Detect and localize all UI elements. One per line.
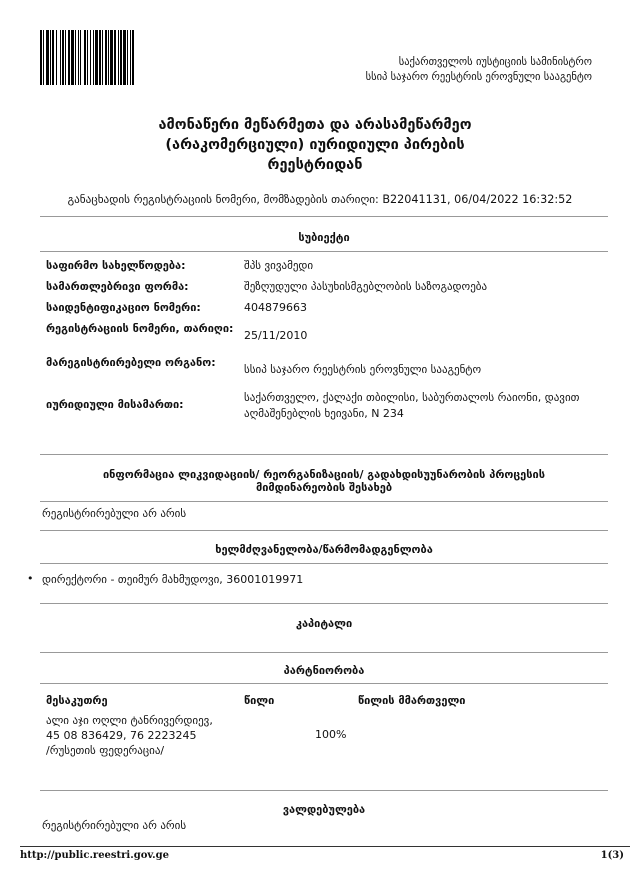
share-manager-column-header: წილის მმართველი [358, 694, 466, 707]
divider [40, 454, 608, 455]
title-line-3: რეესტრიდან [267, 157, 363, 173]
registry-url[interactable]: http://public.reestri.gov.ge [20, 850, 170, 861]
management-heading: ხელმძღვანელობა/წარმომადგენლობა [215, 543, 433, 556]
id-number-value: 404879663 [244, 301, 307, 314]
company-name-value: შპს ვივამედი [244, 259, 314, 272]
registration-label: რეგისტრაციის ნომერი, თარიღი: [46, 322, 234, 335]
divider [40, 530, 608, 531]
registering-body-value: სსიპ საჯარო რეესტრის ეროვნული სააგენტო [244, 363, 482, 376]
subject-heading: სუბიექტი [298, 231, 350, 244]
bullet-icon: • [27, 572, 34, 585]
divider [40, 216, 608, 217]
title-line-2: (არაკომერციული) იურიდიული პირების [165, 137, 465, 153]
liquidation-heading-line-1: ინფორმაცია ლიკვიდაციის/ რეორგანიზაციის/ გადახდისუუნარობის პროცესის [102, 468, 545, 481]
capital-heading: კაპიტალი [295, 617, 353, 630]
title-line-1: ამონაწერი მეწარმეთა და არასამეწარმეო [158, 117, 472, 133]
director-item: დირექტორი - თეიმურ მახმუდოვი, 36001019971 [42, 573, 304, 586]
obligation-status: რეგისტრირებული არ არის [42, 819, 187, 832]
legal-address-label: იურიდიული მისამართი: [46, 398, 184, 411]
application-info: განაცხადის რეგისტრაციის ნომერი, მომზადების თარიღი: B22041131, 06/04/2022 16:32:52 [67, 193, 573, 206]
footer-divider [20, 846, 630, 847]
partnership-heading: პარტნიორობა [283, 664, 365, 677]
owner-share: 100% [315, 728, 347, 741]
divider [40, 790, 608, 791]
registering-body-label: მარეგისტრირებელი ორგანო: [46, 356, 216, 369]
ministry-name: საქართველოს იუსტიციის სამინისტრო [398, 56, 592, 68]
owner-column-header: მესაკუთრე [46, 694, 108, 707]
page-number: 1(3) [600, 850, 624, 861]
company-name-label: საფირმო სახელწოდება: [46, 259, 186, 272]
legal-address-value: საქართველო, ქალაქი თბილისი, საბურთალოს რაიონი, დავით აღმაშენებლის ხეივანი, N 234 [244, 391, 580, 420]
issuing-authority [366, 55, 592, 85]
liquidation-status: რეგისტრირებული არ არის [42, 507, 187, 520]
owner-line-1: ალი აჯი ოღლი ტანრივერდიევ, [46, 714, 213, 727]
legal-form-label: სამართლებრივი ფორმა: [46, 280, 189, 293]
divider [40, 251, 608, 252]
barcode-image [40, 30, 190, 85]
share-column-header: წილი [244, 694, 275, 707]
legal-form-value: შეზღუდული პასუხისმგებლობის საზოგადოება [244, 280, 488, 293]
registration-value: 25/11/2010 [244, 329, 308, 342]
owner-line-2: 45 08 836429, 76 2223245 [46, 729, 197, 742]
obligation-heading: ვალდებულება [282, 803, 366, 816]
divider [40, 563, 608, 564]
liquidation-heading [40, 468, 608, 494]
divider [40, 683, 608, 684]
divider [40, 652, 608, 653]
agency-name: სსიპ საჯარო რეესტრის ეროვნული სააგენტო [365, 71, 592, 83]
divider [40, 501, 608, 502]
owner-line-3: /რუსეთის ფედერაცია/ [46, 744, 165, 757]
id-number-label: საიდენტიფიკაციო ნომერი: [46, 301, 201, 314]
document-title [30, 115, 600, 175]
liquidation-heading-line-2: მიმდინარეობის შესახებ [255, 481, 393, 494]
divider [40, 603, 608, 604]
